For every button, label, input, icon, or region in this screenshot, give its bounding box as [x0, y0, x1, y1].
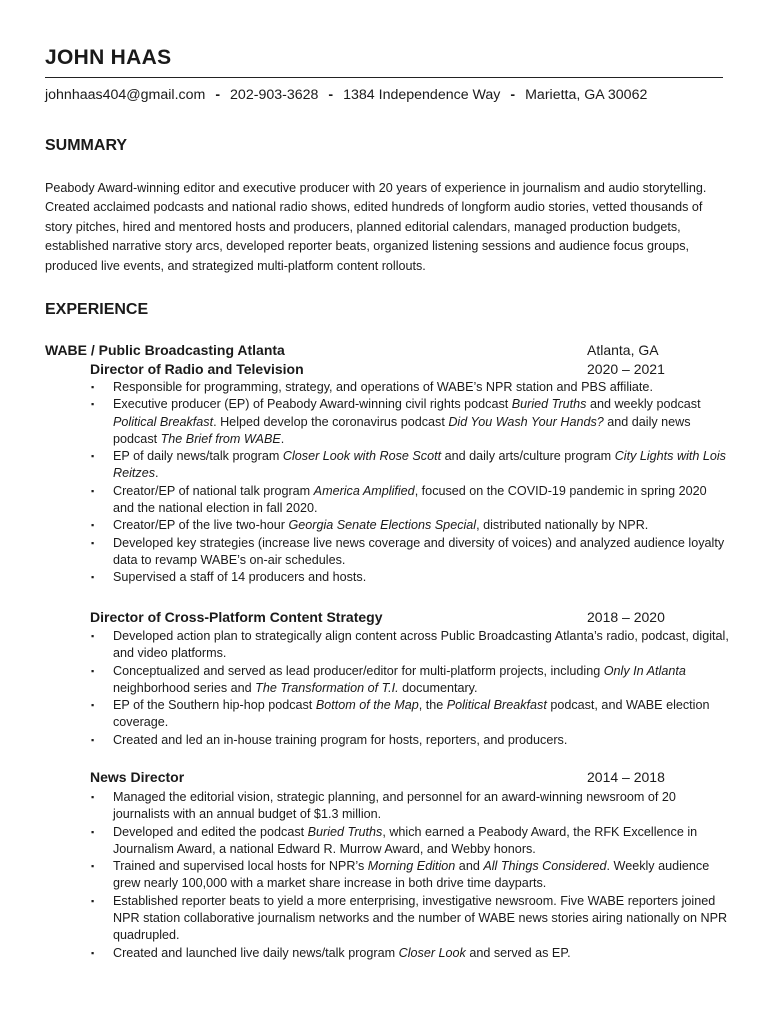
bullet-item: ▪ Creator/EP of national talk program America Amplified, focused on the COVID-19 pandemic in spring 2020 and the national election in fall 2020.	[90, 483, 730, 518]
role-bullets	[90, 789, 730, 962]
employer-name: WABE / Public Broadcasting Atlanta	[45, 342, 285, 358]
bullet-item: ▪ Creator/EP of the live two-hour Georgia Senate Elections Special, distributed nationally by NPR.	[90, 517, 730, 534]
bullet-item: ▪ Trained and supervised local hosts for NPR’s Morning Edition and All Things Considered. Weekly audience grew nearly 100,000 with a market share increase in both drive time dayparts.	[90, 858, 730, 893]
italic-title: The Brief from WABE	[160, 431, 281, 446]
italic-title: All Things Considered	[483, 859, 607, 874]
role-dates: 2018 – 2020	[587, 609, 665, 625]
italic-title: Buried Truths	[511, 397, 587, 412]
italic-title: Only In Atlanta	[603, 663, 686, 678]
role-dates: 2014 – 2018	[587, 769, 665, 785]
role-dates: 2020 – 2021	[587, 361, 665, 377]
contact-city: Marietta, GA 30062	[525, 87, 648, 103]
italic-title: Morning Edition	[367, 859, 456, 874]
bullet-item: ▪ Created and led an in-house training program for hosts, reporters, and producers.	[90, 732, 730, 749]
bullet-item: ▪ Executive producer (EP) of Peabody Award-winning civil rights podcast Buried Truths and weekly podcast Political Breakfast. Helped develop the coronavirus podcast Did You Wash Your Hands? and daily news podcast The Brief from WABE.	[90, 396, 730, 448]
bullet-item: ▪ Developed action plan to strategically align content across Public Broadcasting Atlanta’s radio, podcast, digital, and video platforms.	[90, 628, 730, 663]
contact-separator: -	[510, 87, 516, 103]
contact-line	[45, 87, 647, 103]
italic-title: Political Breakfast	[446, 698, 547, 713]
contact-street: 1384 Independence Way	[343, 87, 501, 103]
role-title: News Director	[90, 769, 185, 785]
bullet-item: ▪ Developed and edited the podcast Buried Truths, which earned a Peabody Award, the RFK Excellence in Journalism Award, a national Edward R. Murrow Award, and Webby honors.	[90, 824, 730, 859]
italic-title: America Amplified	[313, 483, 415, 498]
contact-separator: -	[328, 87, 334, 103]
role-bullets	[90, 628, 730, 749]
summary-text: Peabody Award-winning editor and executive producer with 20 years of experience in journalism and audio storytelling. Created acclaimed podcasts and national radio shows, edited hundreds of longform audio stories, vetted thousands of story pitches, hired and mentored hosts and producers, planned editorial calendars, managed production budgets, established narrative story arcs, developed reporter beats, organized listening sessions and audience focus groups, produced live events, and strategized multi-platform content rollouts.	[45, 181, 707, 273]
experience-heading: EXPERIENCE	[45, 301, 149, 318]
italic-title: Buried Truths	[307, 824, 383, 839]
role-title: Director of Cross-Platform Content Strategy	[90, 609, 383, 625]
bullet-item: ▪ Developed key strategies (increase live news coverage and diversity of voices) and analyzed audience loyalty data to revamp WABE’s on-air schedules.	[90, 535, 730, 570]
candidate-name: JOHN HAAS	[45, 46, 172, 69]
italic-title: The Transformation of T.I.	[255, 680, 399, 695]
italic-title: Closer Look	[398, 945, 466, 960]
employer-location: Atlanta, GA	[587, 342, 659, 358]
bullet-item: ▪ Created and launched live daily news/talk program Closer Look and served as EP.	[90, 945, 730, 962]
role-title: Director of Radio and Television	[90, 361, 304, 377]
italic-title: Closer Look with Rose Scott	[282, 449, 442, 464]
role-bullets	[90, 379, 730, 587]
italic-title: Bottom of the Map	[315, 698, 419, 713]
italic-title: Georgia Senate Elections Special	[288, 518, 477, 533]
bullet-item: ▪ Managed the editorial vision, strategic planning, and personnel for an award-winning newsroom of 20 journalists with an annual budget of $1.3 million.	[90, 789, 730, 824]
summary-heading: SUMMARY	[45, 137, 128, 154]
bullet-item: ▪ Established reporter beats to yield a more enterprising, investigative newsroom. Five WABE reporters joined NPR station collaborative journalism networks and the number of WABE news stories airing nationally on NPR quadrupled.	[90, 893, 730, 945]
bullet-item: ▪ Responsible for programming, strategy, and operations of WABE’s NPR station and PBS affiliate.	[90, 379, 730, 396]
bullet-item: ▪ Supervised a staff of 14 producers and hosts.	[90, 569, 730, 586]
bullet-item: ▪ Conceptualized and served as lead producer/editor for multi-platform projects, including Only In Atlanta neighborhood series and The Transformation of T.I. documentary.	[90, 663, 730, 698]
header-divider	[45, 77, 723, 78]
contact-email[interactable]: johnhaas404@gmail.com	[45, 87, 206, 103]
italic-title: Political Breakfast	[113, 414, 214, 429]
italic-title: Did You Wash Your Hands?	[448, 414, 604, 429]
contact-separator: -	[215, 87, 221, 103]
bullet-item: ▪ EP of daily news/talk program Closer Look with Rose Scott and daily arts/culture program City Lights with Lois Reitzes.	[90, 448, 730, 483]
bullet-item: ▪ EP of the Southern hip-hop podcast Bottom of the Map, the Political Breakfast podcast, and WABE election coverage.	[90, 697, 730, 732]
italic-title: City Lights with Lois Reitzes	[113, 449, 726, 481]
contact-phone[interactable]: 202-903-3628	[230, 87, 319, 103]
